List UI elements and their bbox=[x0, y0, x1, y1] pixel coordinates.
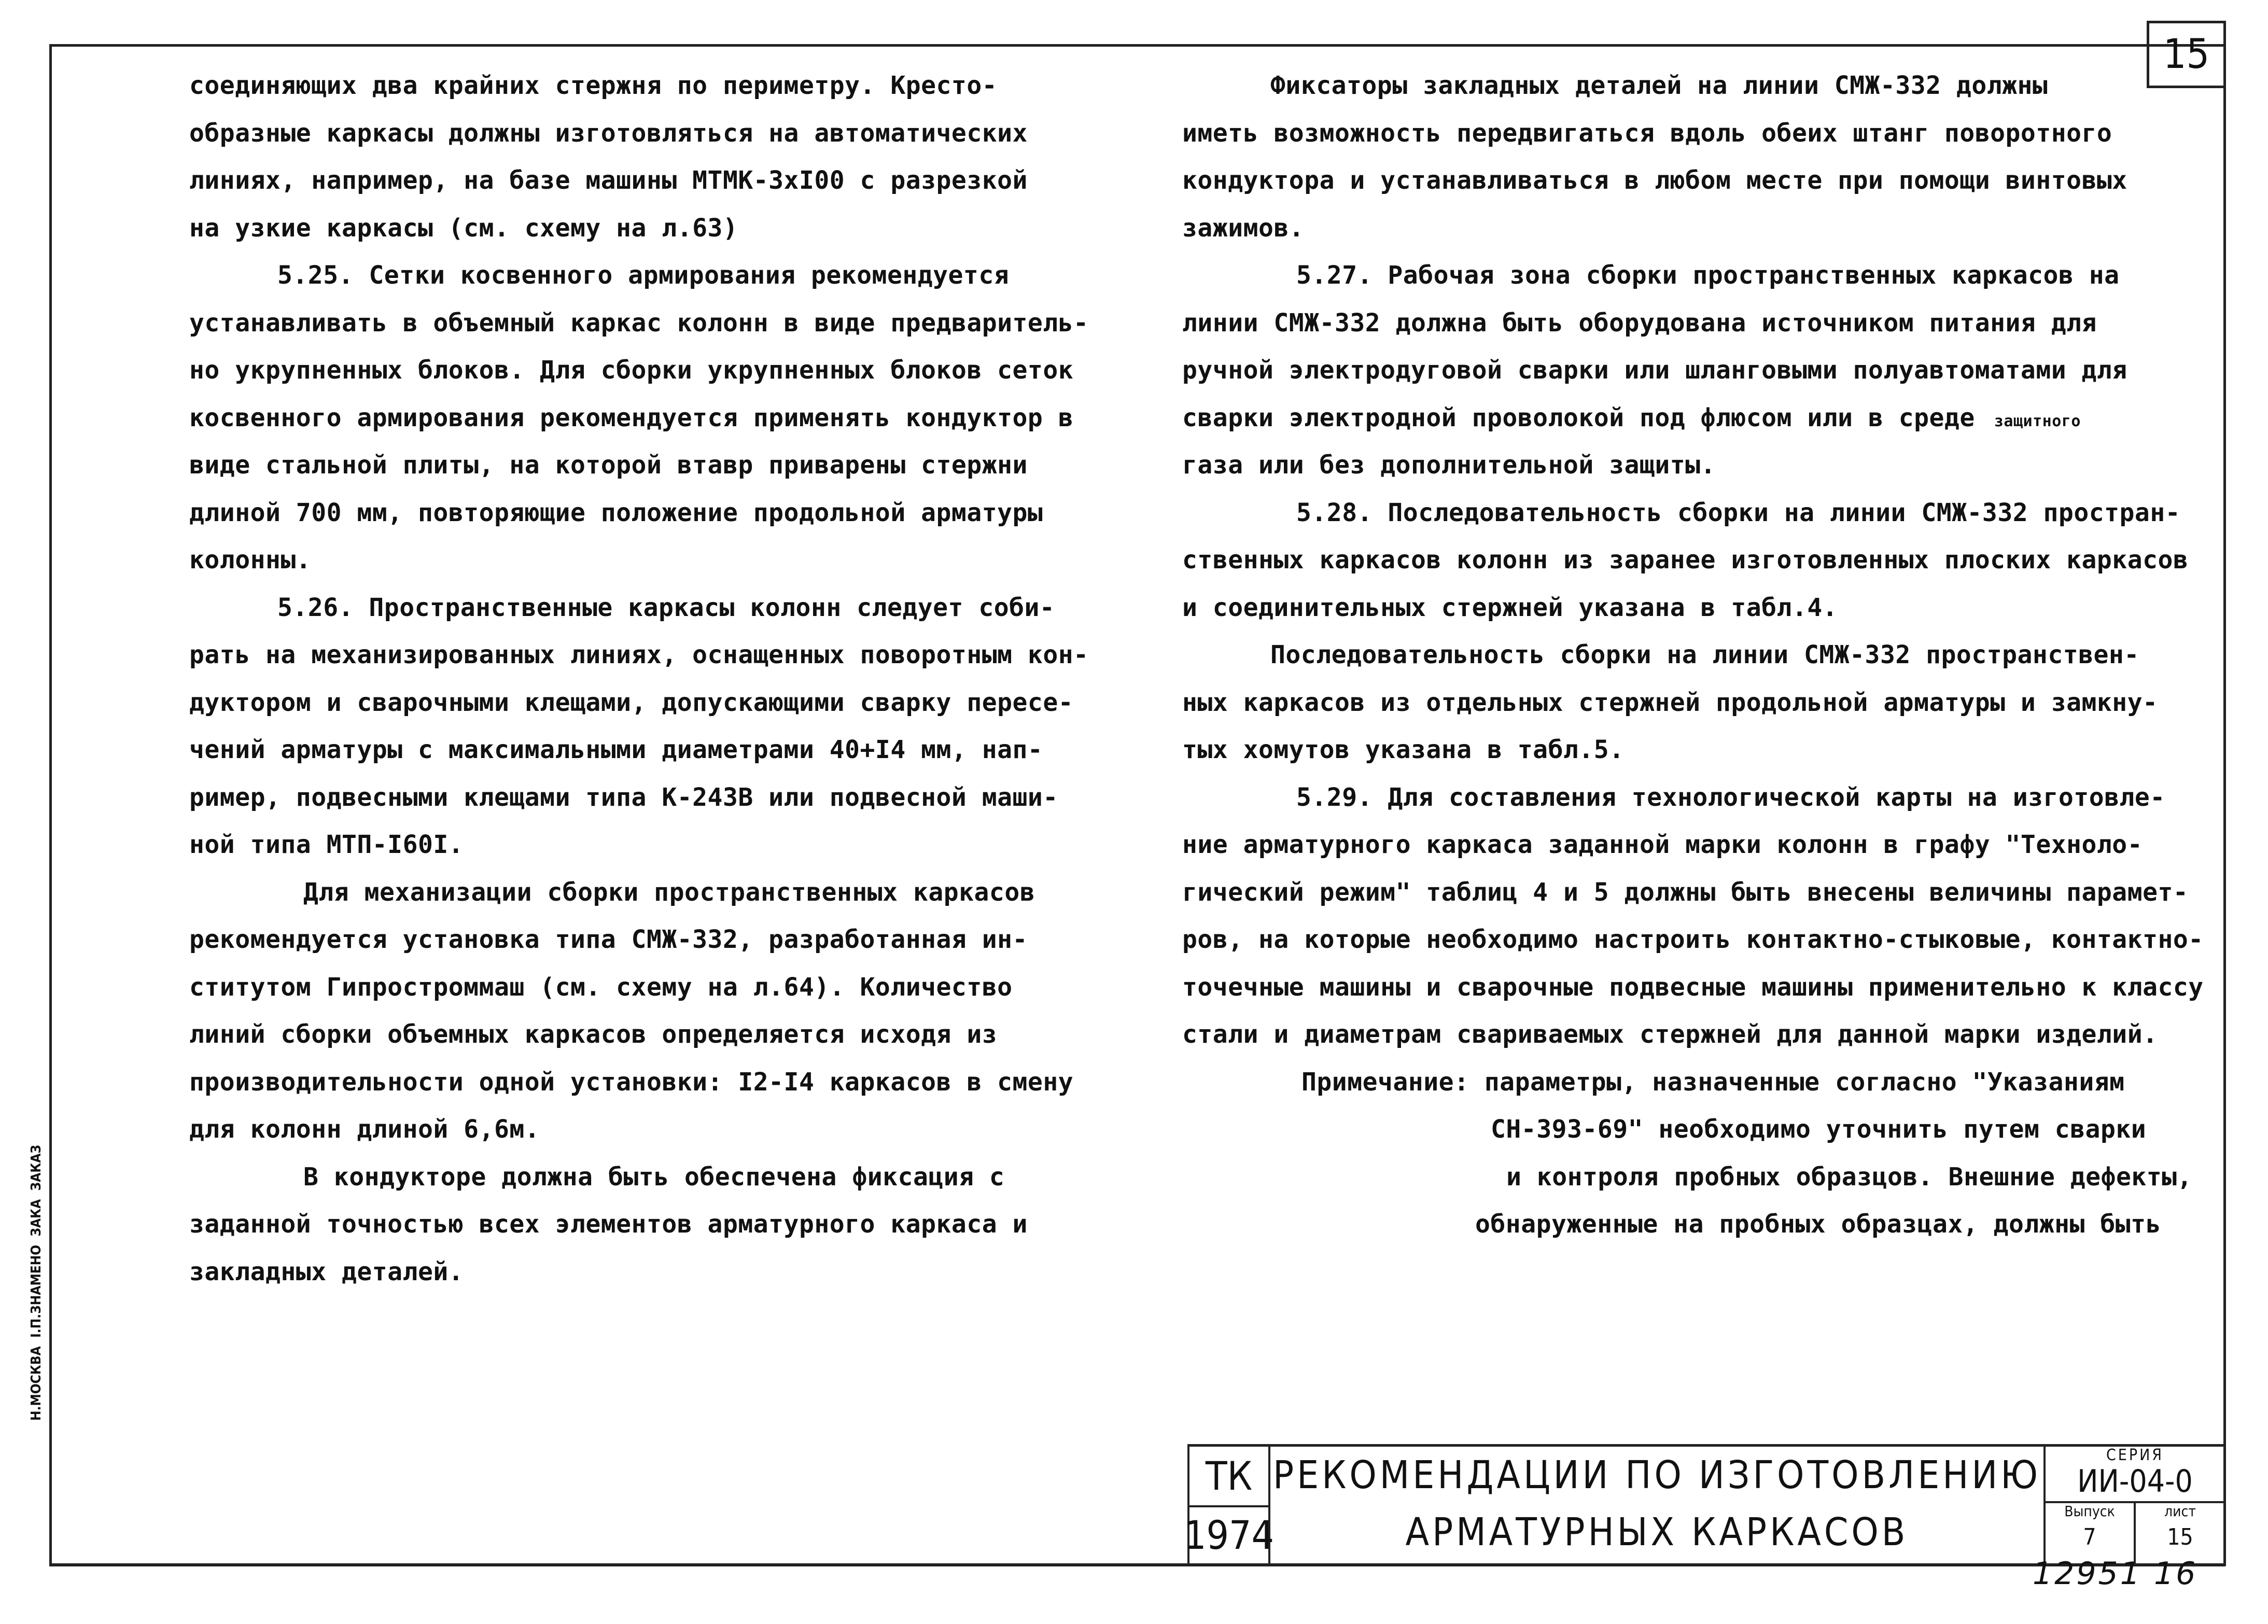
issue-label: Выпуск bbox=[2064, 1503, 2115, 1520]
text-line: ных каркасов из отдельных стержней продольной арматуры и замкну- bbox=[1182, 688, 2158, 717]
text-line: образные каркасы должны изготовляться на автоматических bbox=[189, 118, 1028, 148]
text-line: тых хомутов указана в табл.5. bbox=[1182, 735, 1625, 764]
text-line: устанавливать в объемный каркас колонн в виде предваритель- bbox=[189, 308, 1089, 338]
text-line: ручной электродуговой сварки или шланговыми полуавтоматами для bbox=[1182, 356, 2127, 385]
text-line: заданной точностью всех элементов арматурного каркаса и bbox=[189, 1210, 1028, 1239]
text-line: и контроля пробных образцов. Внешние дефекты, bbox=[1506, 1162, 2192, 1192]
side-stamp bbox=[29, 767, 60, 1421]
sheet-value: 15 bbox=[2167, 1524, 2193, 1550]
sheet-label: лист bbox=[2164, 1503, 2196, 1520]
text-line: точечные машины и сварочные подвесные машины применительно к классу bbox=[1182, 972, 2204, 1002]
text-line: для колонн длиной 6,6м. bbox=[189, 1115, 540, 1144]
text-line: на узкие каркасы (см. схему на л.63) bbox=[189, 213, 738, 243]
title-block-series-cell bbox=[2046, 1447, 2224, 1564]
title-block bbox=[1184, 1444, 2224, 1564]
text-line: виде стальной плиты, на которой втавр приварены стержни bbox=[189, 451, 1028, 480]
text-line: СН-393-69" необходимо уточнить путем сварки bbox=[1491, 1115, 2147, 1144]
text-line: производительности одной установки: I2-I4 каркасов в смену bbox=[189, 1067, 1074, 1097]
text-line: длиной 700 мм, повторяющие положение продольной арматуры bbox=[189, 498, 1043, 527]
text-line: иметь возможность передвигаться вдоль обеих штанг поворотного bbox=[1182, 118, 2112, 148]
inline-small-word: защитного bbox=[1975, 412, 2081, 430]
text-line: 5.28. Последовательность сборки на линии СМЖ-332 простран- bbox=[1296, 498, 2181, 527]
text-line: ственных каркасов колонн из заранее изготовленных плоских каркасов bbox=[1182, 545, 2189, 575]
sheet-box bbox=[2136, 1501, 2224, 1564]
title-block-year: 1974 bbox=[1184, 1511, 1274, 1558]
text-line: чений арматуры с максимальными диаметрами 40+I4 мм, нап- bbox=[189, 735, 1043, 764]
side-stamp-text: Н.МОСКВА I.П.ЗНАМЕНО ЗАКА ЗАКАЗ bbox=[29, 1144, 44, 1421]
issue-value: 7 bbox=[2083, 1524, 2096, 1550]
text-line: дуктором и сварочными клещами, допускающими сварку пересе- bbox=[189, 688, 1074, 717]
text-line: рекомендуется установка типа СМЖ-332, разработанная ин- bbox=[189, 925, 1028, 954]
series-box bbox=[2046, 1447, 2224, 1503]
text-line: 5.25. Сетки косвенного армирования рекомендуется bbox=[277, 261, 1010, 290]
text-line: Примечание: параметры, назначенные согласно "Указаниям bbox=[1301, 1067, 2125, 1097]
text-line: линиях, например, на базе машины МТМК-3хI00 с разрезкой bbox=[189, 166, 1028, 195]
text-line: Фиксаторы закладных деталей на линии СМЖ-332 должны bbox=[1270, 71, 2048, 100]
text-line: линии СМЖ-332 должна быть оборудована источником питания для bbox=[1182, 308, 2097, 338]
text-line: зажимов. bbox=[1182, 213, 1305, 243]
title-line-2: АРМАТУРНЫХ КАРКАСОВ bbox=[1405, 1510, 1909, 1555]
text-line: Последовательность сборки на линии СМЖ-332 пространствен- bbox=[1270, 640, 2139, 669]
text-line: косвенного армирования рекомендуется применять кондуктор в bbox=[189, 403, 1074, 432]
text-line: стали и диаметрам свариваемых стержней для данной марки изделий. bbox=[1182, 1020, 2158, 1049]
text-line: 5.29. Для составления технологической карты на изготовле- bbox=[1296, 782, 2165, 812]
text-line: гический режим" таблиц 4 и 5 должны быть внесены величины парамет- bbox=[1182, 877, 2189, 907]
text-line: газа или без дополнительной защиты. bbox=[1182, 451, 1716, 480]
text-line: ров, на которые необходимо настроить контактно-стыковые, контактно- bbox=[1182, 925, 2204, 954]
right-column bbox=[1182, 62, 2204, 1249]
text-line: В кондукторе должна быть обеспечена фиксация с bbox=[303, 1162, 1005, 1192]
text-line: но укрупненных блоков. Для сборки укрупненных блоков сеток bbox=[189, 356, 1074, 385]
title-block-code-cell bbox=[1184, 1447, 1274, 1564]
frame-right-border bbox=[2223, 21, 2226, 1566]
text-line: ной типа МТП-I60I. bbox=[189, 830, 464, 859]
text-line: рать на механизированных линиях, оснащенных поворотным кон- bbox=[189, 640, 1089, 669]
text-line: закладных деталей. bbox=[189, 1257, 464, 1286]
text-line: колонны. bbox=[189, 545, 312, 575]
page-number: 15 bbox=[2147, 21, 2223, 88]
text-line: обнаруженные на пробных образцах, должны быть bbox=[1475, 1210, 2161, 1239]
left-column bbox=[189, 62, 1089, 1296]
text-line: ние арматурного каркаса заданной марки колонн в графу "Техноло- bbox=[1182, 830, 2143, 859]
text-line: и соединительных стержней указана в табл.4. bbox=[1182, 593, 1838, 622]
text-line: сварки электродной проволокой под флюсом или в среде защитного bbox=[1182, 403, 2081, 432]
series-label: СЕРИЯ bbox=[2106, 1446, 2164, 1464]
text-line: Для механизации сборки пространственных каркасов bbox=[303, 877, 1035, 907]
text-line: кондуктора и устанавливаться в любом месте при помощи винтовых bbox=[1182, 166, 2127, 195]
text-line: линий сборки объемных каркасов определяется исходя из bbox=[189, 1020, 998, 1049]
text-line: ример, подвесными клещами типа К-243В или подвесной маши- bbox=[189, 782, 1058, 812]
text-line: 5.27. Рабочая зона сборки пространственных каркасов на bbox=[1296, 261, 2120, 290]
title-block-code: ТК bbox=[1189, 1447, 1268, 1507]
issue-box bbox=[2046, 1501, 2136, 1564]
handwritten-number: 12951 16 bbox=[2033, 1556, 2198, 1592]
title-block-title bbox=[1270, 1447, 2046, 1564]
title-line-1: РЕКОМЕНДАЦИИ ПО ИЗГОТОВЛЕНИЮ bbox=[1272, 1453, 2041, 1497]
text-line: соединяющих два крайних стержня по периметру. Кресто- bbox=[189, 71, 998, 100]
series-value: ИИ-04-0 bbox=[2077, 1463, 2193, 1500]
text-line: ститутом Гипростроммаш (см. схему на л.64). Количество bbox=[189, 972, 1013, 1002]
frame-top-border bbox=[49, 44, 2224, 47]
text-line: 5.26. Пространственные каркасы колонн следует соби- bbox=[277, 593, 1055, 622]
